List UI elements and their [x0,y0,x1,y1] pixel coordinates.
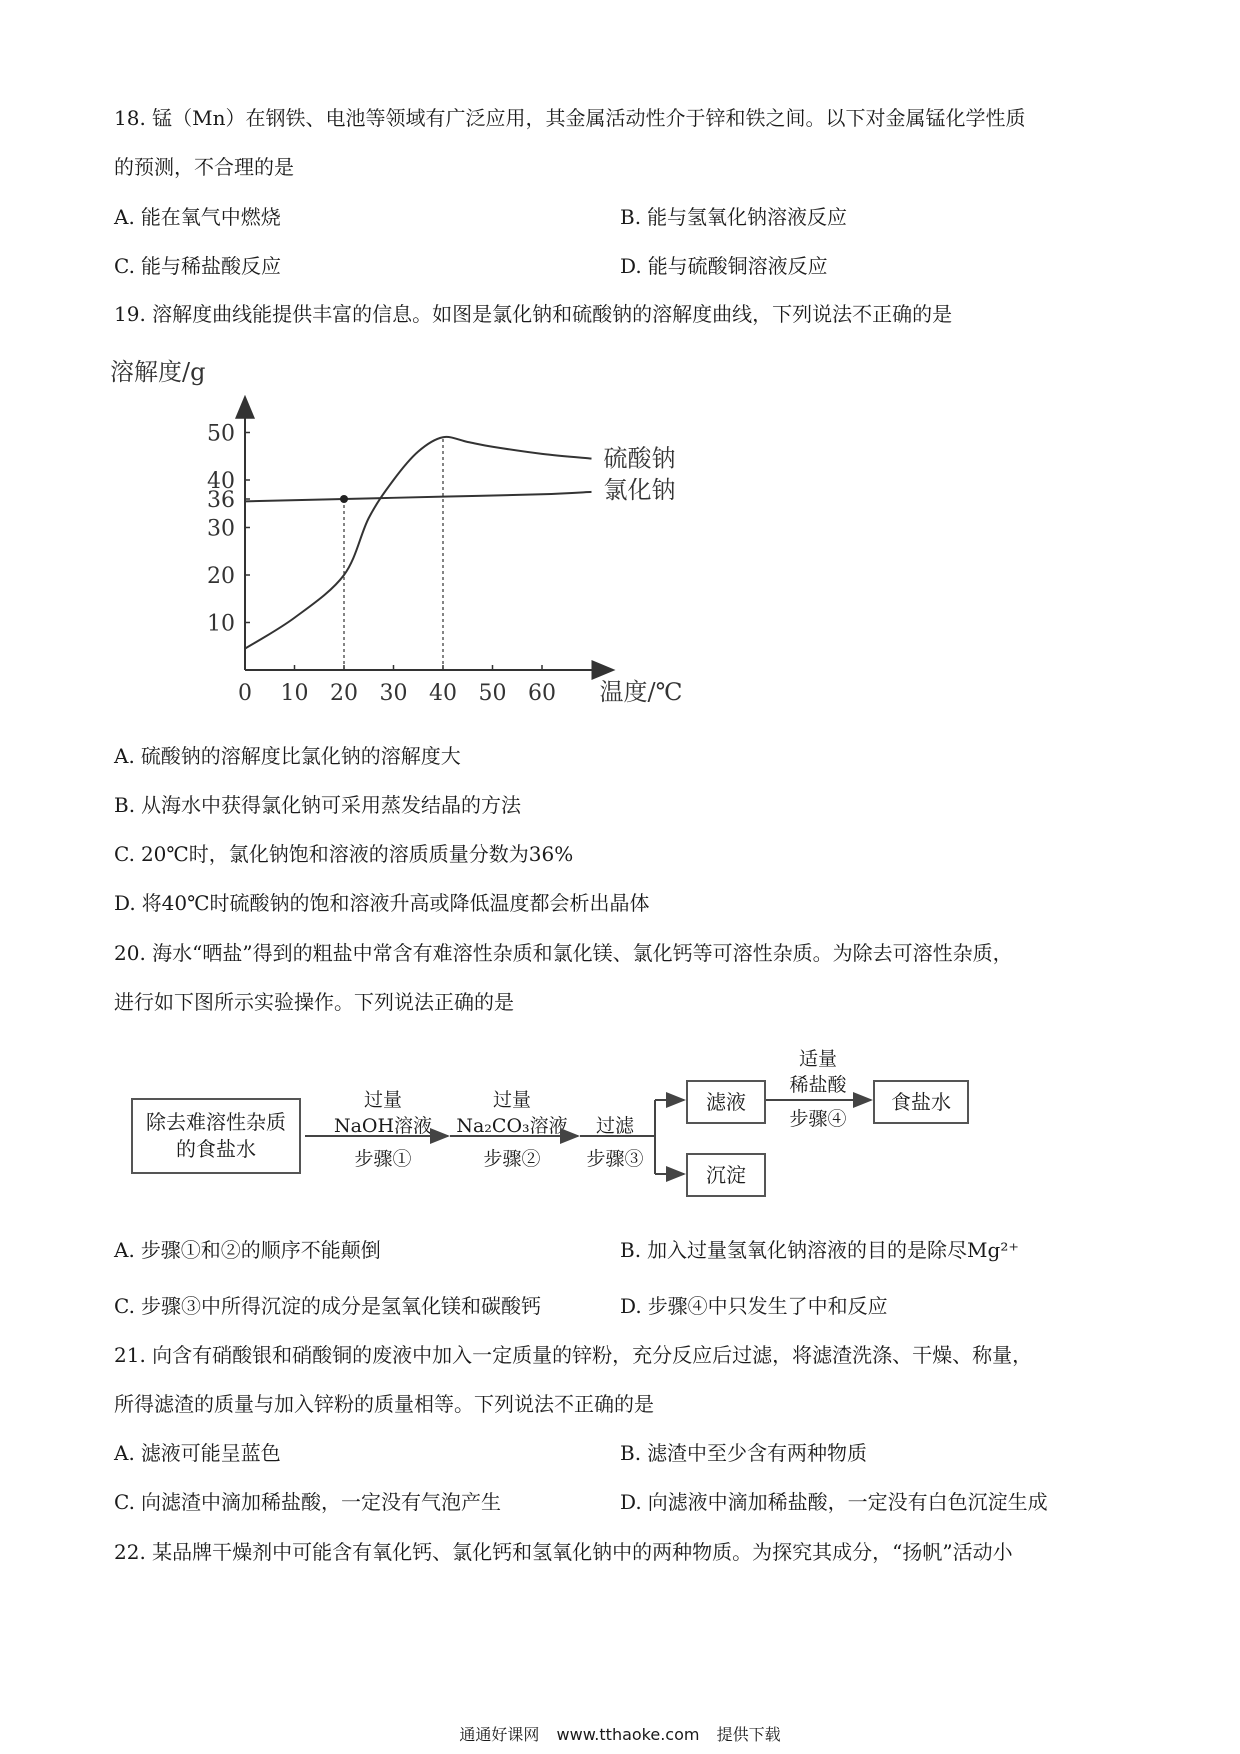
x-tick-label: 30 [379,681,408,706]
q21-option-c: C. 向滤渣中滴加稀盐酸，一定没有气泡产生 [114,1490,501,1514]
y-tick-label: 36 [207,488,235,513]
q18-stem-line-1: 18. 锰（Mn）在钢铁、电池等领域有广泛应用，其金属活动性介于锌和铁之间。以下对金属锰化学性质 [114,106,1026,130]
q21-stem-line-1: 21. 向含有硝酸银和硝酸铜的废液中加入一定质量的锌粉，充分反应后过滤，将滤渣洗涤、干燥、称量， [114,1343,1033,1367]
q18-option-a: A. 能在氧气中燃烧 [114,205,281,229]
q19-stem: 19. 溶解度曲线能提供丰富的信息。如图是氯化钠和硫酸钠的溶解度曲线，下列说法不正确的是 [114,302,953,326]
flow-precipitate-box: 沉淀 [686,1153,766,1197]
q19-option-c: C. 20℃时，氯化钠饱和溶液的溶质质量分数为36% [114,842,574,866]
q22-stem: 22. 某品牌干燥剂中可能含有氧化钙、氯化钙和氢氧化钠中的两种物质。为探究其成分，“扬帆”活动小 [114,1540,1013,1564]
y-tick-label: 10 [207,611,235,637]
y-tick-label: 50 [207,421,235,447]
x-axis-label: 温度/℃ [599,678,683,706]
q20-option-b: B. 加入过量氢氧化钠溶液的目的是除尽Mg²⁺ [620,1238,1019,1262]
y-tick-label: 30 [207,516,235,542]
x-tick-label: 0 [238,681,252,706]
flow-step1-label: 步骤① [354,1148,412,1170]
q20-stem-line-2: 进行如下图所示实验操作。下列说法正确的是 [114,990,514,1014]
y-tick-label: 20 [207,564,235,589]
x-tick-label: 60 [528,681,556,706]
q18-option-b: B. 能与氢氧化钠溶液反应 [620,205,848,229]
q20-stem-line-1: 20. 海水“晒盐”得到的粗盐中常含有难溶性杂质和氯化镁、氯化钙等可溶性杂质。为除去可溶性杂质， [114,941,1013,965]
q18-option-c: C. 能与稀盐酸反应 [114,254,281,278]
flow-step4-reagent: 稀盐酸 [789,1074,847,1096]
flow-start-box: 除去难溶性杂质的食盐水 [131,1098,301,1174]
q18-option-d: D. 能与硫酸铜溶液反应 [620,254,828,278]
q19-option-a: A. 硫酸钠的溶解度比氯化钠的溶解度大 [114,744,461,768]
q21-stem-line-2: 所得滤渣的质量与加入锌粉的质量相等。下列说法不正确的是 [114,1392,654,1416]
flow-filtrate-box: 滤液 [686,1080,766,1124]
q21-option-d: D. 向滤液中滴加稀盐酸，一定没有白色沉淀生成 [620,1490,1048,1514]
flow-step2-reagent: Na₂CO₃溶液 [456,1115,568,1137]
y-axis-label: 溶解度/g [110,358,206,386]
q18-stem-line-2: 的预测，不合理的是 [114,155,294,179]
y-tick-label: 40 [207,469,235,494]
q19-option-d: D. 将40℃时硫酸钠的饱和溶液升高或降低温度都会析出晶体 [114,891,650,915]
flow-step3-operation: 过滤 [595,1115,634,1137]
q19-option-b: B. 从海水中获得氯化钠可采用蒸发结晶的方法 [114,793,522,817]
x-tick-label: 20 [330,681,358,706]
q20-option-a: A. 步骤①和②的顺序不能颠倒 [114,1238,381,1262]
x-tick-label: 50 [478,681,507,706]
page-footer [0,1722,1240,1745]
flow-step2-label: 步骤② [483,1148,541,1170]
flow-step1-reagent: NaOH溶液 [333,1115,433,1137]
q20-option-d: D. 步骤④中只发生了中和反应 [620,1294,888,1318]
series-label-1: 氯化钠 [603,475,676,504]
q20-option-c: C. 步骤③中所得沉淀的成分是氢氧化镁和碳酸钙 [114,1294,541,1318]
flow-step4-label: 步骤④ [789,1108,847,1130]
flow-end-box: 食盐水 [873,1080,969,1124]
q21-option-a: A. 滤液可能呈蓝色 [114,1441,281,1465]
flow-step3-label: 步骤③ [586,1148,644,1170]
series-label-0: 硫酸钠 [603,444,676,473]
footer-site-name: 通通好课网 [459,1725,540,1744]
footer-url[interactable]: www.tthaoke.com [556,1725,700,1744]
footer-action: 提供下载 [716,1725,781,1744]
q21-option-b: B. 滤渣中至少含有两种物质 [620,1441,868,1465]
flow-step1-reagent-amount: 过量 [363,1089,402,1111]
x-tick-label: 10 [280,681,309,706]
flow-step4-reagent-amount: 适量 [798,1048,837,1070]
x-tick-label: 40 [429,681,457,706]
flow-step2-reagent-amount: 过量 [492,1089,531,1111]
